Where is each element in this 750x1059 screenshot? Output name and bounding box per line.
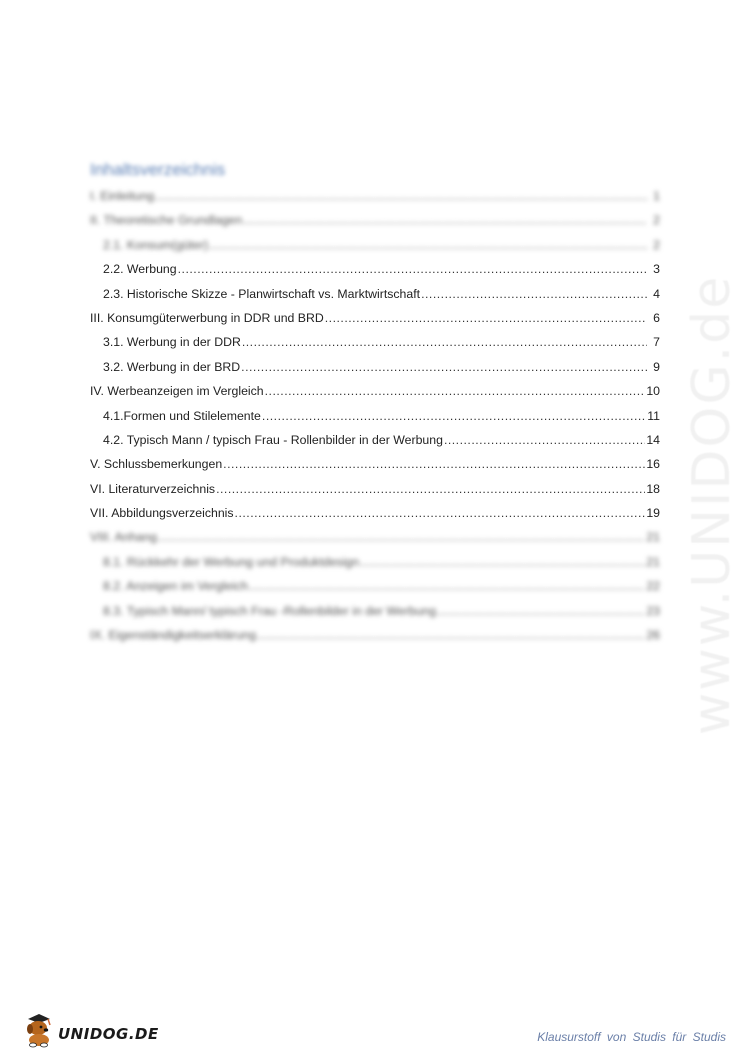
toc-page-number: 18 xyxy=(646,481,660,496)
toc-page-number: 6 xyxy=(653,310,660,325)
toc-leader-dots xyxy=(360,550,645,574)
toc-entry xyxy=(90,477,660,501)
toc-leader-dots xyxy=(242,330,647,354)
toc-entry-label: III. Konsumgüterwerbung in DDR und BRD xyxy=(90,310,324,325)
toc-entry-label: 3.1. Werbung in der DDR xyxy=(103,335,241,350)
toc-leader-dots xyxy=(235,501,646,525)
toc-page-number: 14 xyxy=(646,432,660,447)
toc-entry xyxy=(90,330,660,354)
toc-page-number: 21 xyxy=(646,530,660,545)
toc-page-number: 7 xyxy=(653,335,660,350)
toc-entry xyxy=(90,404,660,428)
toc-entry xyxy=(90,452,660,476)
toc-entry xyxy=(90,306,660,330)
toc-entry-label: I. Einleitung xyxy=(90,189,155,203)
toc-page-number: 19 xyxy=(646,506,660,521)
toc-entry xyxy=(90,501,660,525)
toc-entry-label: 2.1. Konsum(güter) xyxy=(103,237,209,252)
toc-leader-dots xyxy=(421,282,647,306)
toc-page-number: 16 xyxy=(646,457,660,472)
toc-page-number: 2 xyxy=(653,213,660,228)
toc-leader-dots xyxy=(257,623,645,647)
toc-page-number: 23 xyxy=(646,603,660,618)
toc-leader-dots xyxy=(249,574,645,598)
toc-entry-label: 2.3. Historische Skizze - Planwirtschaft vs. Marktwirtschaft xyxy=(103,286,421,301)
logo-text: UNIDOG.DE xyxy=(58,1025,159,1043)
toc-entry xyxy=(90,257,660,281)
toc-entry xyxy=(90,282,660,306)
toc-entry xyxy=(90,574,660,598)
toc-page-number: 10 xyxy=(646,384,660,399)
toc-entry xyxy=(90,379,660,403)
toc-leader-dots xyxy=(262,404,646,428)
toc-entry-label: 8.2. Anzeigen im Vergleich xyxy=(103,579,248,594)
toc-leader-dots xyxy=(325,306,647,330)
toc-entry xyxy=(90,428,660,452)
toc-entry-label: VIII. Anhang xyxy=(90,530,158,545)
toc-leader-dots xyxy=(444,428,645,452)
toc-leader-dots xyxy=(209,233,647,257)
toc-leader-dots xyxy=(155,184,647,208)
toc-entry-label: 4.1.Formen und Stilelemente xyxy=(103,408,261,423)
toc-entry-label: IX. Eigenständigkeitserklärung xyxy=(90,628,257,643)
toc-entry-label: 8.3. Typisch Mann/ typisch Frau -Rollenbilder in der Werbung xyxy=(103,603,437,618)
toc-entry-label: 3.2. Werbung in der BRD xyxy=(103,359,241,374)
toc-leader-dots xyxy=(265,379,646,403)
toc-entry-label: 2.2. Werbung xyxy=(103,262,177,277)
toc-page-number: 11 xyxy=(647,408,660,423)
toc-leader-dots xyxy=(243,208,647,232)
toc-entry xyxy=(90,623,660,647)
toc-page-number: 4 xyxy=(653,286,660,301)
toc-page-number: 1 xyxy=(653,189,660,203)
toc-entry xyxy=(90,525,660,549)
toc-leader-dots xyxy=(437,599,645,623)
toc-leader-dots xyxy=(241,355,647,379)
toc-page-number: 22 xyxy=(646,579,660,594)
toc-entry xyxy=(90,355,660,379)
toc-entry-label: VI. Literaturverzeichnis xyxy=(90,481,216,496)
toc-entry xyxy=(90,233,660,257)
toc-entry-label: V. Schlussbemerkungen xyxy=(90,457,223,472)
toc-entry-label: II. Theoretische Grundlagen xyxy=(90,213,243,228)
toc-page-number: 9 xyxy=(653,359,660,374)
unidog-logo xyxy=(22,1008,159,1048)
toc-leader-dots xyxy=(216,477,645,501)
watermark-text: www.UNIDOG.de xyxy=(682,274,742,736)
toc-page-number: 21 xyxy=(646,554,660,569)
toc-entry xyxy=(90,599,660,623)
table-of-contents xyxy=(90,184,660,647)
toc-page-number: 3 xyxy=(653,262,660,277)
toc-leader-dots xyxy=(223,452,645,476)
toc-leader-dots xyxy=(158,525,645,549)
toc-entry xyxy=(90,208,660,232)
toc-entry-label: 4.2. Typisch Mann / typisch Frau - Rollenbilder in der Werbung xyxy=(103,432,443,447)
toc-entry xyxy=(90,184,660,208)
toc-entry-label: IV. Werbeanzeigen im Vergleich xyxy=(90,384,264,399)
footer-tagline: Klausurstoff von Studis für Studis xyxy=(537,1030,726,1044)
toc-page-number: 2 xyxy=(653,237,660,252)
toc-entry-label: 8.1. Rückkehr der Werbung und Produktdesign xyxy=(103,554,360,569)
dog-mascot-icon xyxy=(22,1010,56,1048)
toc-page-number: 26 xyxy=(646,628,660,643)
toc-entry-label: VII. Abbildungsverzeichnis xyxy=(90,506,234,521)
toc-leader-dots xyxy=(178,257,647,281)
toc-entry xyxy=(90,550,660,574)
toc-title: Inhaltsverzeichnis xyxy=(90,160,226,179)
